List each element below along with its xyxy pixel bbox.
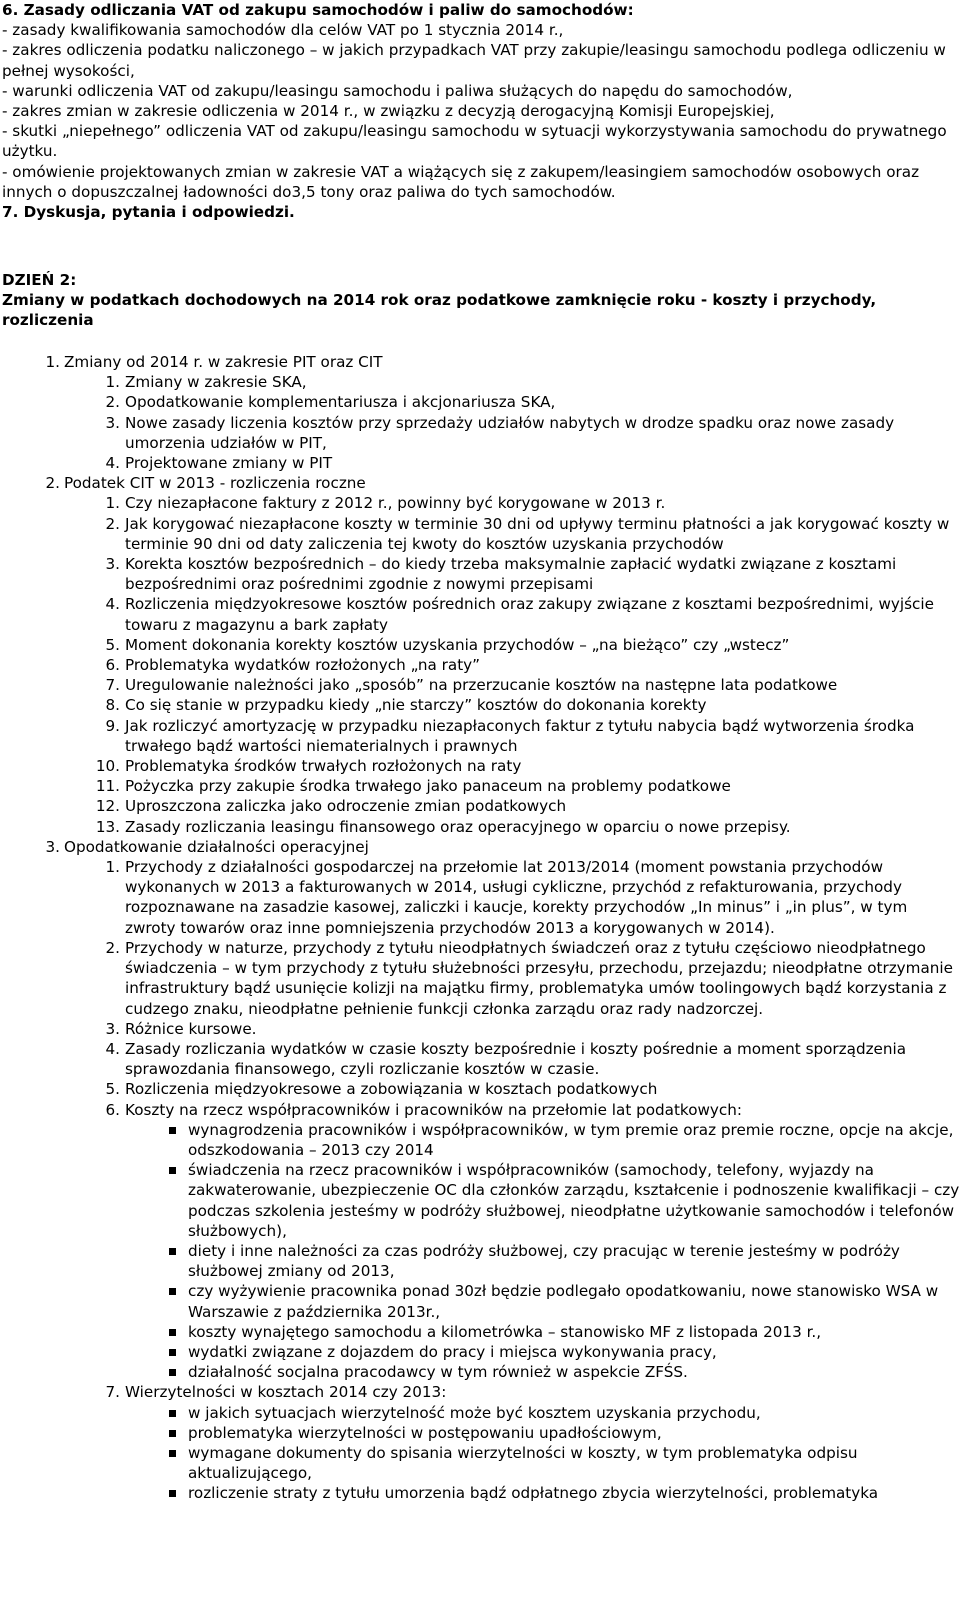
bullet-text: wydatki związane z dojazdem do pracy i miejsca wykonywania pracy, (188, 1342, 717, 1361)
square-bullet-icon (169, 1329, 176, 1336)
bullet-list (125, 1403, 960, 1504)
sub-item (0, 655, 960, 675)
paragraph: - skutki „niepełnego” odliczenia VAT od zakupu/leasingu samochodu w sytuacji wykorzystywania samochodu do prywatnego użytku. (2, 122, 947, 161)
square-bullet-icon (169, 1490, 176, 1497)
sub-item (0, 554, 960, 594)
sub-number: 8. (105, 696, 120, 715)
sub-text: Zasady rozliczania leasingu finansowego oraz operacyjnego w oparciu o nowe przepisy. (125, 817, 791, 836)
sub-text: Zmiany w zakresie SKA, (125, 373, 307, 392)
sub-item (0, 1039, 960, 1079)
sub-number: 10. (95, 757, 120, 776)
sub-number: 6. (105, 656, 120, 675)
sub-text: Pożyczka przy zakupie środka trwałego jako panaceum na problemy podatkowe (125, 777, 731, 796)
square-bullet-icon (169, 1127, 176, 1134)
sub-number: 9. (105, 716, 120, 735)
sub-item (0, 817, 960, 837)
sub-text: Opodatkowanie komplementariusza i akcjonariusza SKA, (125, 393, 556, 412)
bullet-text: problematyka wierzytelności w postępowaniu upadłościowym, (188, 1423, 662, 1442)
sub-item (0, 675, 960, 695)
square-bullet-icon (169, 1349, 176, 1356)
bullet-text: koszty wynajętego samochodu a kilometrówka – stanowisko MF z listopada 2013 r., (188, 1322, 822, 1341)
sub-number: 2. (105, 514, 120, 533)
sub-number: 3. (105, 555, 120, 574)
bullet-text: działalność socjalna pracodawcy w tym również w aspekcie ZFŚS. (188, 1363, 688, 1382)
program-outline (0, 352, 960, 1504)
bullet-item (0, 1281, 960, 1321)
sub-item (0, 716, 960, 756)
paragraph: - zakres zmian w zakresie odliczenia w 2014 r., w związku z decyzją derogacyjną Komisji Europejskiej, (2, 102, 775, 121)
sub-text: Jak korygować niezapłacone koszty w terminie 30 dni od upływy terminu płatności a jak korygować koszty w terminie 90 dni od daty zaliczenia tej kwoty do kosztów uzyskania przychodów (125, 514, 950, 553)
sub-item (0, 514, 960, 554)
sub-text: Koszty na rzecz współpracowników i pracowników na przełomie lat podatkowych: (125, 1100, 742, 1119)
bullet-text: w jakich sytuacjach wierzytelność może być kosztem uzyskania przychodu, (188, 1403, 761, 1422)
sub-number: 7. (105, 1383, 120, 1402)
sub-text: Przychody z działalności gospodarczej na przełomie lat 2013/2014 (moment powstania przychodów wykonanych w 2013 a fakturowanych w 2014, usługi cykliczne, przychód z refakturowania, przychody rozpoznawane na zasadzie kasowej, zaliczki i kaucje, korekty przychodów „In minus” i „in plus”, w tym zwroty towarów oraz inne pomniejszenia przychodów 2013 a korygowanych w 2014). (125, 858, 908, 937)
bullet-item (0, 1322, 960, 1342)
sub-number: 13. (95, 817, 120, 836)
sub-number: 2. (105, 938, 120, 957)
bullet-item (0, 1423, 960, 1443)
bullet-text: wymagane dokumenty do spisania wierzytelności w koszty, w tym problematyka odpisu aktualizującego, (188, 1443, 858, 1483)
outline-item (0, 473, 960, 837)
bullet-item (0, 1342, 960, 1362)
sub-item (0, 493, 960, 513)
sub-text: Rozliczenia międzyokresowe kosztów pośrednich oraz zakupy związane z kosztami bezpośrednimi, wyjście towaru z magazynu a bark zapłaty (125, 595, 934, 634)
sub-text: Nowe zasady liczenia kosztów przy sprzedaży udziałów nabytych w drodze spadku oraz nowe zasady umorzenia udziałów w PIT, (125, 413, 895, 452)
sub-item (0, 392, 960, 412)
sub-text: Czy niezapłacone faktury z 2012 r., powinny być korygowane w 2013 r. (125, 494, 666, 513)
sub-item (0, 776, 960, 796)
sub-item (0, 413, 960, 453)
outline-item (0, 837, 960, 1504)
sub-item (0, 938, 960, 1019)
sub-item (0, 594, 960, 634)
sub-number: 1. (105, 373, 120, 392)
paragraph: - zasady kwalifikowania samochodów dla celów VAT po 1 stycznia 2014 r., (2, 21, 564, 40)
item-text: Opodatkowanie działalności operacyjnej (64, 837, 369, 856)
bullet-text: rozliczenie straty z tytułu umorzenia bądź odpłatnego zbycia wierzytelności, problematyka (188, 1484, 879, 1503)
sub-text: Jak rozliczyć amortyzację w przypadku niezapłaconych faktur z tytułu nabycia bądź wytworzenia środka trwałego bądź wartości niematerialnych i prawnych (125, 716, 915, 755)
sub-item (0, 695, 960, 715)
bullet-item (0, 1403, 960, 1423)
bullet-text: diety i inne należności za czas podróży służbowej, czy pracując w terenie jesteśmy w podróży służbowej zmiany od 2013, (188, 1241, 900, 1281)
sub-number: 5. (105, 1080, 120, 1099)
sub-text: Moment dokonania korekty kosztów uzyskania przychodów – „na bieżąco” czy „wstecz” (125, 635, 790, 654)
square-bullet-icon (169, 1167, 176, 1174)
sub-text: Zasady rozliczania wydatków w czasie koszty bezpośrednie i koszty pośrednie a moment sporządzenia sprawozdania finansowego, czyli rozliczanie kosztów w czasie. (125, 1039, 907, 1079)
square-bullet-icon (169, 1369, 176, 1376)
sub-text: Co się stanie w przypadku kiedy „nie starczy” kosztów do dokonania korekty (125, 696, 707, 715)
sub-list (64, 372, 960, 473)
square-bullet-icon (169, 1450, 176, 1457)
sub-text: Problematyka wydatków rozłożonych „na raty” (125, 656, 481, 675)
item-text: Zmiany od 2014 r. w zakresie PIT oraz CIT (64, 353, 383, 371)
day-header (2, 270, 954, 331)
bullet-list (125, 1120, 960, 1383)
square-bullet-icon (169, 1248, 176, 1255)
bullet-item (0, 1483, 960, 1503)
sub-item (0, 857, 960, 938)
bullet-text: czy wyżywienie pracownika ponad 30zł będzie podlegało opodatkowaniu, nowe stanowisko WSA w Warszawie z października 2013r., (188, 1282, 939, 1321)
sub-item (0, 635, 960, 655)
sub-text: Problematyka środków trwałych rozłożonych na raty (125, 757, 522, 776)
sub-item (0, 372, 960, 392)
sub-number: 2. (105, 393, 120, 412)
sub-number: 6. (105, 1100, 120, 1119)
paragraph: - zakres odliczenia podatku naliczonego – w jakich przypadkach VAT przy zakupie/leasingu samochodu podlega odliczeniu w pełnej wysokości, (2, 41, 946, 80)
sub-text: Uregulowanie należności jako „sposób” na przerzucanie kosztów na następne lata podatkowe (125, 676, 838, 695)
outline-list (0, 352, 960, 1504)
bullet-item (0, 1443, 960, 1483)
sub-list (64, 493, 960, 836)
sub-text: Przychody w naturze, przychody z tytułu nieodpłatnych świadczeń oraz z tytułu częściowo nieodpłatnego świadczenia – w tym przychody z tytułu służebności przesyłu, przechodu, przejazdu; nieodpłatne otrzymanie infrastruktury bądź usunięcie kolizji na majątku firmy, problematyka umów toolingowych bądź korzystania z cudzego znaku, nieodpłatne pełnienie funkcji członka zarządu oraz rady nadzorczej. (125, 938, 953, 1018)
sub-item (0, 453, 960, 473)
sub-number: 7. (105, 676, 120, 695)
sub-item (0, 1100, 960, 1383)
sub-text: Różnice kursowe. (125, 1019, 257, 1038)
bullet-item (0, 1160, 960, 1241)
bullet-text: wynagrodzenia pracowników i współpracowników, w tym premie oraz premie roczne, opcje na akcje, odszkodowania – 2013 czy 2014 (188, 1120, 954, 1159)
sub-text: Korekta kosztów bezpośrednich – do kiedy trzeba maksymalnie zapłacić wydatki związane z kosztami bezpośrednimi oraz pośrednimi zgodnie z nowymi przepisami (125, 555, 897, 594)
square-bullet-icon (169, 1410, 176, 1417)
sub-number: 1. (105, 494, 120, 513)
item-text: Podatek CIT w 2013 - rozliczenia roczne (64, 474, 366, 493)
section-heading: 6. Zasady odliczania VAT od zakupu samochodów i paliw do samochodów: (2, 1, 634, 19)
sub-number: 3. (105, 1019, 120, 1038)
sub-number: 3. (105, 413, 120, 432)
sub-number: 12. (95, 797, 120, 816)
bullet-item (0, 1120, 960, 1160)
square-bullet-icon (169, 1288, 176, 1295)
sub-item (0, 1019, 960, 1039)
sub-number: 4. (105, 595, 120, 614)
sub-number: 4. (105, 1039, 120, 1058)
day-label: DZIEŃ 2: (2, 271, 77, 289)
sub-item (0, 756, 960, 776)
vat-section (2, 0, 954, 222)
square-bullet-icon (169, 1430, 176, 1437)
section-heading: 7. Dyskusja, pytania i odpowiedzi. (2, 203, 295, 222)
item-number: 2. (45, 474, 60, 493)
sub-text: Uproszczona zaliczka jako odroczenie zmian podatkowych (125, 797, 567, 816)
outline-item (0, 352, 960, 473)
sub-text: Projektowane zmiany w PIT (125, 454, 333, 473)
item-number: 1. (45, 353, 60, 371)
sub-item (0, 796, 960, 816)
bullet-text: świadczenia na rzecz pracowników i współpracowników (samochody, telefony, wyjazdy na zakwaterowanie, ubezpieczenie OC dla członków zarządu, kształcenie i podnoszenie kwalifikacji – czy podczas szkolenia jesteśmy w podróży służbowej, nieodpłatne użytkowanie samochodów i telefonów służbowych), (188, 1161, 960, 1240)
sub-number: 5. (105, 635, 120, 654)
paragraph: - omówienie projektowanych zmian w zakresie VAT a wiążących się z zakupem/leasingiem samochodów osobowych oraz innych o dopuszczalnej ładowności do3,5 tony oraz paliwa do tych samochodów. (2, 162, 920, 201)
sub-item (0, 1079, 960, 1099)
bullet-item (0, 1362, 960, 1382)
sub-text: Rozliczenia międzyokresowe a zobowiązania w kosztach podatkowych (125, 1080, 658, 1099)
sub-text: Wierzytelności w kosztach 2014 czy 2013: (125, 1383, 447, 1402)
day-title: Zmiany w podatkach dochodowych na 2014 rok oraz podatkowe zamknięcie roku - koszty i przychody, rozliczenia (2, 291, 877, 330)
paragraph: - warunki odliczenia VAT od zakupu/leasingu samochodu i paliwa służących do napędu do samochodów, (2, 81, 793, 100)
sub-number: 11. (95, 777, 120, 796)
bullet-item (0, 1241, 960, 1281)
item-number: 3. (45, 837, 60, 856)
sub-number: 4. (105, 454, 120, 473)
sub-list (64, 857, 960, 1504)
sub-number: 1. (105, 858, 120, 877)
sub-item (0, 1382, 960, 1503)
